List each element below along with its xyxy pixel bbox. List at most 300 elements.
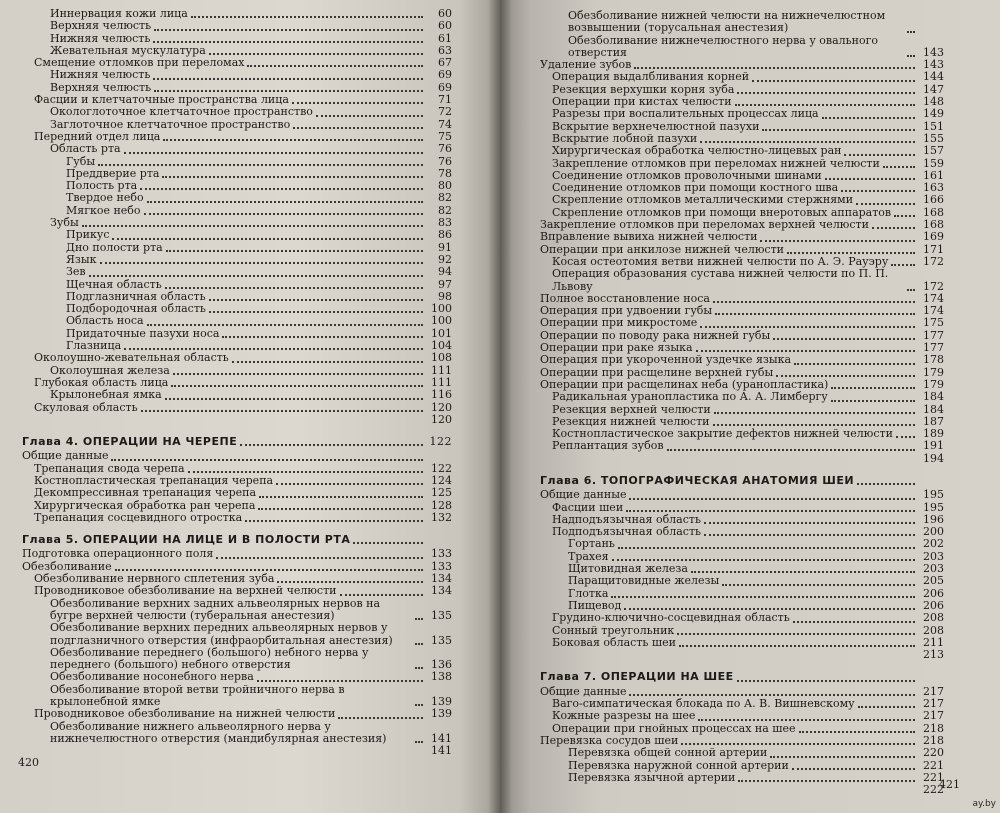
toc-page-number: 195 (923, 488, 944, 502)
toc-page-number: 135 (431, 608, 452, 622)
toc-entry (22, 708, 452, 720)
toc-page-number: 78 (438, 166, 452, 180)
dot-leader (792, 767, 915, 770)
toc-entry-title: Прикус (66, 228, 110, 242)
toc-entry (22, 684, 452, 709)
dot-leader (555, 658, 915, 659)
dot-leader (691, 570, 915, 573)
dot-leader (722, 583, 915, 586)
toc-entry-title: Щитовидная железа (568, 562, 688, 576)
toc-page-number: 86 (438, 228, 452, 242)
toc-entry-title: Операции при гнойных процессах на шее (552, 721, 796, 735)
chapter-heading (22, 534, 452, 546)
dot-leader (209, 298, 423, 301)
dot-leader (681, 742, 915, 745)
toc-page-number: 149 (923, 107, 944, 121)
toc-page-number: 159 (923, 156, 944, 170)
toc-page-number: 206 (923, 598, 944, 612)
toc-list-left (22, 8, 452, 758)
toc-page-number: 141 (431, 744, 452, 758)
toc-entry-title: Глубокая область лица (34, 375, 169, 389)
toc-entry (540, 440, 944, 452)
toc-page-number: 178 (923, 353, 944, 367)
toc-entry-title: Нижняя челюсть (50, 68, 151, 82)
toc-entry-title: Губы (66, 154, 96, 168)
toc-entry-title: Глава 4. ОПЕРАЦИИ НА ЧЕРЕПЕ (22, 435, 238, 449)
dot-leader (704, 533, 915, 536)
dot-leader (112, 237, 423, 240)
toc-entry-title: Хирургическая обработка ран черепа (34, 498, 256, 512)
toc-entry-title: Косая остеотомия ветви нижней челюсти по А. Э. Рауэру (552, 254, 889, 268)
dot-leader (825, 177, 915, 180)
dot-leader (611, 595, 915, 598)
dot-leader (166, 249, 423, 252)
toc-entry-title: Операции при микростоме (540, 316, 698, 330)
toc-entry (22, 254, 452, 266)
toc-page-number: 108 (431, 351, 452, 365)
toc-entry (540, 317, 944, 329)
toc-entry (540, 575, 944, 587)
dot-leader (115, 568, 423, 571)
toc-page-number: 184 (923, 402, 944, 416)
page-number-right: 421 (939, 778, 960, 791)
toc-entry-title: Глава 7. ОПЕРАЦИИ НА ШЕЕ (540, 670, 734, 684)
toc-page-number: 97 (438, 277, 452, 291)
dot-leader (762, 128, 915, 131)
toc-page-number: 179 (923, 377, 944, 391)
toc-entry-title: Подподъязычная область (552, 525, 702, 539)
toc-entry-title: Вскрытие верхнечелюстной пазухи (552, 119, 760, 133)
toc-page-number: 217 (923, 697, 944, 711)
toc-page-number: 163 (923, 181, 944, 195)
toc-entry (540, 231, 944, 243)
toc-entry-title: Операция образования сустава нижней челюсти по П. П. Львову (552, 267, 889, 293)
toc-page-number: 174 (923, 291, 944, 305)
toc-page-number: 203 (923, 562, 944, 576)
toc-entry-title: Обезболивание носонебного нерва (50, 670, 254, 684)
toc-entry-title: Грудино-ключично-сосцевидная область (552, 611, 790, 625)
chapter-heading (22, 436, 452, 448)
chapter-heading (540, 671, 944, 683)
toc-entry-title: Обезболивание второй ветви тройничного нерва в крылонебной ямке (50, 682, 345, 709)
toc-entry-title: Обезболивание нервного сплетения зуба (34, 572, 275, 586)
toc-page-number: 220 (923, 746, 944, 760)
dot-leader (173, 372, 423, 375)
toc-page-number: 111 (431, 375, 452, 389)
toc-entry (540, 71, 944, 83)
toc-page-number: 174 (923, 304, 944, 318)
toc-entry (540, 453, 944, 465)
dot-leader (844, 153, 915, 156)
dot-leader (624, 607, 915, 610)
toc-entry-title: Паращитовидные железы (568, 574, 720, 588)
toc-page-number: 172 (923, 279, 944, 293)
dot-leader (247, 64, 423, 67)
dot-leader (773, 337, 915, 340)
toc-entry-title: Операция при удвоении губы (540, 304, 713, 318)
dot-leader (245, 519, 423, 522)
toc-entry-title: Фасции шеи (552, 500, 624, 514)
toc-entry (22, 487, 452, 499)
toc-entry-title: Костнопластическое закрытие дефектов нижней челюсти (552, 427, 893, 441)
toc-page-number: 80 (438, 179, 452, 193)
toc-entry-title: Трепанация свода черепа (34, 461, 185, 475)
toc-entry-title: Пищевод (568, 598, 622, 612)
dot-leader (257, 679, 423, 682)
dot-leader (629, 693, 915, 696)
toc-page-number: 120 (431, 412, 452, 426)
toc-page-number: 211 (923, 635, 944, 649)
toc-entry (540, 710, 944, 722)
toc-entry (22, 745, 452, 757)
toc-page-number: 132 (431, 510, 452, 524)
dot-leader (894, 214, 915, 217)
dot-leader (907, 30, 915, 33)
dot-leader (700, 140, 915, 143)
toc-entry (22, 671, 452, 683)
dot-leader (907, 54, 915, 57)
dot-leader (82, 224, 423, 227)
dot-leader (111, 458, 423, 461)
toc-entry-title: Жевательная мускулатура (50, 43, 206, 57)
dot-leader (141, 409, 423, 412)
toc-page-number: 69 (438, 80, 452, 94)
toc-entry-title: Область носа (66, 314, 144, 328)
dot-leader (787, 251, 915, 254)
toc-entry-title: Зубы (50, 216, 79, 230)
toc-entry-title: Верхняя челюсть (50, 80, 152, 94)
toc-entry-title: Область рта (50, 142, 121, 156)
toc-page-number: 179 (923, 365, 944, 379)
dot-leader (163, 138, 423, 141)
toc-entry-title: Надподъязычная область (552, 512, 701, 526)
toc-entry-title: Смещение отломков при переломах (34, 56, 245, 70)
toc-page-number: 98 (438, 289, 452, 303)
dot-leader (776, 374, 915, 377)
toc-page-number: 200 (923, 525, 944, 539)
toc-page-number: 60 (438, 7, 452, 20)
toc-entry-title: Твердое небо (66, 191, 144, 205)
toc-page-number: 168 (923, 205, 944, 219)
toc-entry (540, 158, 944, 170)
toc-page-number: 205 (923, 574, 944, 588)
toc-page-number: 169 (923, 230, 944, 244)
toc-entry-title: Боковая область шеи (552, 635, 676, 649)
toc-page-number: 139 (431, 707, 452, 721)
dot-leader (704, 521, 915, 524)
toc-entry-title: Дно полости рта (66, 240, 163, 254)
toc-page-number: 74 (438, 117, 452, 131)
toc-entry-title: Подготовка операционного поля (22, 547, 214, 561)
toc-entry-title: Вправление вывиха нижней челюсти (540, 230, 758, 244)
dot-leader (629, 497, 915, 500)
toc-entry (22, 205, 452, 217)
toc-page-number: 67 (438, 56, 452, 70)
dot-leader (53, 755, 423, 756)
toc-entry (540, 747, 944, 759)
toc-entry (540, 649, 944, 661)
dot-leader (153, 40, 423, 43)
toc-entry-title: Зев (66, 265, 86, 279)
dot-leader (147, 200, 423, 203)
toc-page-number: 143 (923, 45, 944, 59)
toc-entry-title: Верхняя челюсть (50, 19, 152, 33)
toc-page-number: 157 (923, 144, 944, 158)
dot-leader (98, 163, 423, 166)
dot-leader (822, 116, 915, 119)
dot-leader (677, 632, 915, 635)
toc-entry-title: Проводниковое обезболивание на верхней челюсти (34, 584, 337, 598)
toc-entry-title: Глазница (66, 339, 122, 353)
toc-entry-title: Вскрытие лобной пазухи (552, 131, 698, 145)
toc-page-number: 94 (438, 265, 452, 279)
dot-leader (124, 151, 423, 154)
toc-page-number: 202 (923, 537, 944, 551)
toc-entry (22, 585, 452, 597)
toc-entry-title: Операции при кистах челюсти (552, 95, 732, 109)
toc-entry-title: Обезболивание нижнечелюстного нерва у овального отверстия (568, 33, 878, 59)
page-number-left: 420 (18, 756, 39, 769)
dot-leader (165, 397, 423, 400)
toc-entry (540, 145, 944, 157)
dot-leader (415, 740, 423, 743)
toc-page-number: 136 (431, 658, 452, 672)
dot-leader (37, 423, 423, 424)
dot-leader (258, 507, 423, 510)
toc-entry-title: Трахея (568, 549, 609, 563)
toc-entry-title: Обезболивание нижнего альвеолярного нерва у нижнечелюстного отверстия (мандибулярная анестезия) (50, 719, 387, 745)
dot-leader (799, 730, 915, 733)
dot-leader (735, 103, 915, 106)
dot-leader (140, 187, 423, 190)
toc-entry (540, 404, 944, 416)
toc-entry-title: Соединение отломков при помощи костного шва (552, 181, 839, 195)
toc-entry (540, 489, 944, 501)
toc-page-number: 208 (923, 623, 944, 637)
toc-entry (22, 143, 452, 155)
toc-entry-title: Операции по поводу рака нижней губы (540, 328, 771, 342)
toc-page-number: 213 (923, 648, 944, 662)
dot-leader (634, 66, 915, 69)
toc-entry (22, 266, 452, 278)
toc-page-number: 218 (923, 721, 944, 735)
dot-leader (209, 310, 423, 313)
toc-entry-title: Обезболивание верхних передних альвеолярных нервов у подглазничного отверстия (инфраорбитальная анестезия) (50, 621, 393, 647)
toc-page-number: 155 (923, 131, 944, 145)
dot-leader (277, 580, 423, 583)
toc-entry-title: Резекция верхней челюсти (552, 402, 711, 416)
chapter-heading (540, 475, 944, 487)
dot-leader (760, 239, 915, 242)
toc-page-number: 82 (438, 203, 452, 217)
dot-leader (571, 793, 915, 794)
toc-entry-title: Иннервация кожи лица (50, 7, 188, 20)
dot-leader (292, 101, 423, 104)
dot-leader (667, 448, 915, 451)
toc-page-number: 175 (923, 316, 944, 330)
toc-entry (22, 414, 452, 426)
toc-page-number: 172 (923, 254, 944, 268)
toc-page-number: 69 (438, 68, 452, 82)
dot-leader (415, 642, 423, 645)
dot-leader (338, 716, 423, 719)
dot-leader (188, 470, 423, 473)
toc-page-number: 147 (923, 82, 944, 96)
toc-entry-title: Язык (66, 252, 97, 266)
toc-page-number: 141 (431, 731, 452, 745)
toc-page-number: 133 (431, 559, 452, 573)
toc-entry (22, 279, 452, 291)
toc-entry-title: Мягкое небо (66, 203, 141, 217)
toc-entry-title: Общие данные (540, 488, 627, 502)
dot-leader (737, 91, 915, 94)
toc-page-number: 116 (431, 388, 452, 402)
toc-page-number: 134 (431, 572, 452, 586)
toc-page-number: 206 (923, 586, 944, 600)
toc-entry-title: Глотка (568, 586, 609, 600)
toc-entry-title: Операции при анкилозе нижней челюсти (540, 242, 784, 256)
toc-page-number: 191 (923, 439, 944, 453)
toc-page-number: 120 (431, 400, 452, 414)
toc-page-number: 133 (431, 547, 452, 561)
toc-entry-title: Сонный треугольник (552, 623, 675, 637)
dot-leader (216, 556, 423, 559)
toc-entry (22, 20, 452, 32)
dot-leader (896, 435, 915, 438)
toc-page-number: 194 (923, 451, 944, 465)
dot-leader (316, 114, 423, 117)
dot-leader (698, 718, 915, 721)
toc-page-number: 217 (923, 709, 944, 723)
toc-entry-title: Скрепление отломков металлическими стержнями (552, 193, 854, 207)
dot-leader (738, 779, 915, 782)
toc-page-number: 101 (431, 326, 452, 340)
toc-entry (22, 192, 452, 204)
dot-leader (679, 644, 915, 647)
toc-page-number: 222 (923, 783, 944, 797)
toc-page-number: 76 (438, 154, 452, 168)
toc-entry-title: Соединение отломков проволочными шинами (552, 168, 822, 182)
toc-page-number: 83 (438, 216, 452, 230)
dot-leader (154, 28, 423, 31)
toc-entry-title: Заглоточное клетчаточное пространство (50, 117, 291, 131)
toc-page-number: 122 (431, 461, 452, 475)
dot-leader (696, 349, 915, 352)
toc-page-number: 221 (923, 758, 944, 772)
toc-page-number: 168 (923, 218, 944, 232)
toc-entry-title: Полное восстановление носа (540, 291, 710, 305)
toc-entry (22, 156, 452, 168)
toc-page-number: 143 (923, 58, 944, 72)
toc-entry (22, 450, 452, 462)
toc-page-number: 135 (431, 633, 452, 647)
toc-entry (22, 69, 452, 81)
dot-leader (89, 274, 423, 277)
toc-entry-title: Передний отдел лица (34, 129, 161, 143)
toc-entry-title: Общие данные (540, 684, 627, 698)
toc-entry-title: Резекция нижней челюсти (552, 414, 710, 428)
dot-leader (353, 541, 423, 544)
toc-page-number: 221 (923, 770, 944, 784)
toc-entry-title: Общие данные (22, 449, 109, 463)
toc-entry-title: Обезболивание переднего (большого) небного нерва у переднего (большого) небного отверстия (50, 645, 369, 672)
toc-entry (540, 194, 944, 206)
toc-page-number: 111 (431, 363, 452, 377)
toc-entry-title: Разрезы при воспалительных процессах лица (552, 107, 819, 121)
toc-entry (22, 389, 452, 401)
toc-entry-title: Операции при расщелинах неба (уранопластика) (540, 377, 829, 391)
toc-entry-title: Операция выдалбливания корней (552, 70, 750, 84)
toc-entry-title: Ваго-симпатическая блокада по А. В. Вишневскому (552, 697, 855, 711)
toc-entry (22, 598, 452, 623)
toc-entry-title: Закрепление отломков при переломах нижней челюсти (552, 156, 880, 170)
dot-leader (907, 288, 915, 291)
toc-entry (22, 548, 452, 560)
dot-leader (165, 286, 423, 289)
dot-leader (259, 495, 423, 498)
toc-entry-title: Резекция верхушки корня зуба (552, 82, 735, 96)
toc-entry-title: Перевязка язычной артерии (568, 770, 736, 784)
toc-page-number: 195 (923, 500, 944, 514)
toc-entry-title: Околоушно-жевательная область (34, 351, 229, 365)
toc-entry-title: Крылонебная ямка (50, 388, 162, 402)
toc-page-number: 177 (923, 341, 944, 355)
toc-page-number: 217 (923, 684, 944, 698)
dot-leader (752, 79, 915, 82)
toc-entry (22, 106, 452, 118)
dot-leader (240, 443, 423, 446)
toc-page-number: 76 (438, 142, 452, 156)
toc-entry (540, 625, 944, 637)
toc-entry-title: Хирургическая обработка челюстно-лицевых ран (552, 144, 842, 158)
toc-page-number: 91 (438, 240, 452, 254)
toc-page-number: 61 (438, 31, 452, 45)
toc-page-number: 134 (431, 584, 452, 598)
toc-entry (22, 622, 452, 647)
right-page (500, 0, 1000, 813)
dot-leader (858, 705, 915, 708)
dot-leader (147, 323, 423, 326)
dot-leader (415, 703, 423, 706)
toc-entry-title: Обезболивание нижней челюсти на нижнечелюстном возвышении (торусальная анестезия) (568, 9, 886, 35)
toc-entry (540, 760, 944, 772)
toc-entry-title: Кожные разрезы на шее (552, 709, 696, 723)
toc-entry (540, 354, 944, 366)
toc-page-number: 196 (923, 512, 944, 526)
toc-page-number: 60 (438, 19, 452, 33)
dot-leader (415, 666, 423, 669)
book-gutter (488, 0, 512, 813)
dot-leader (713, 423, 915, 426)
toc-entry-title: Трепанация сосцевидного отростка (34, 510, 243, 524)
toc-page-number: 184 (923, 390, 944, 404)
toc-entry-title: Операция при укороченной уздечке языка (540, 353, 792, 367)
toc-entry-title: Скуловая область (34, 400, 138, 414)
toc-entry-title: Перевязка сосудов шеи (540, 733, 679, 747)
dot-leader (555, 462, 915, 463)
toc-page-number: 124 (431, 473, 452, 487)
dot-leader (856, 202, 915, 205)
toc-entry (540, 612, 944, 624)
dot-leader (831, 386, 915, 389)
toc-entry-title: Нижняя челюсть (50, 31, 151, 45)
dot-leader (162, 175, 423, 178)
toc-list-right (540, 10, 944, 796)
toc-entry-title: Гортань (568, 537, 615, 551)
toc-page-number: 218 (923, 733, 944, 747)
toc-entry-title: Щечная область (66, 277, 162, 291)
toc-entry-title: Костнопластическая трепанация черепа (34, 473, 274, 487)
